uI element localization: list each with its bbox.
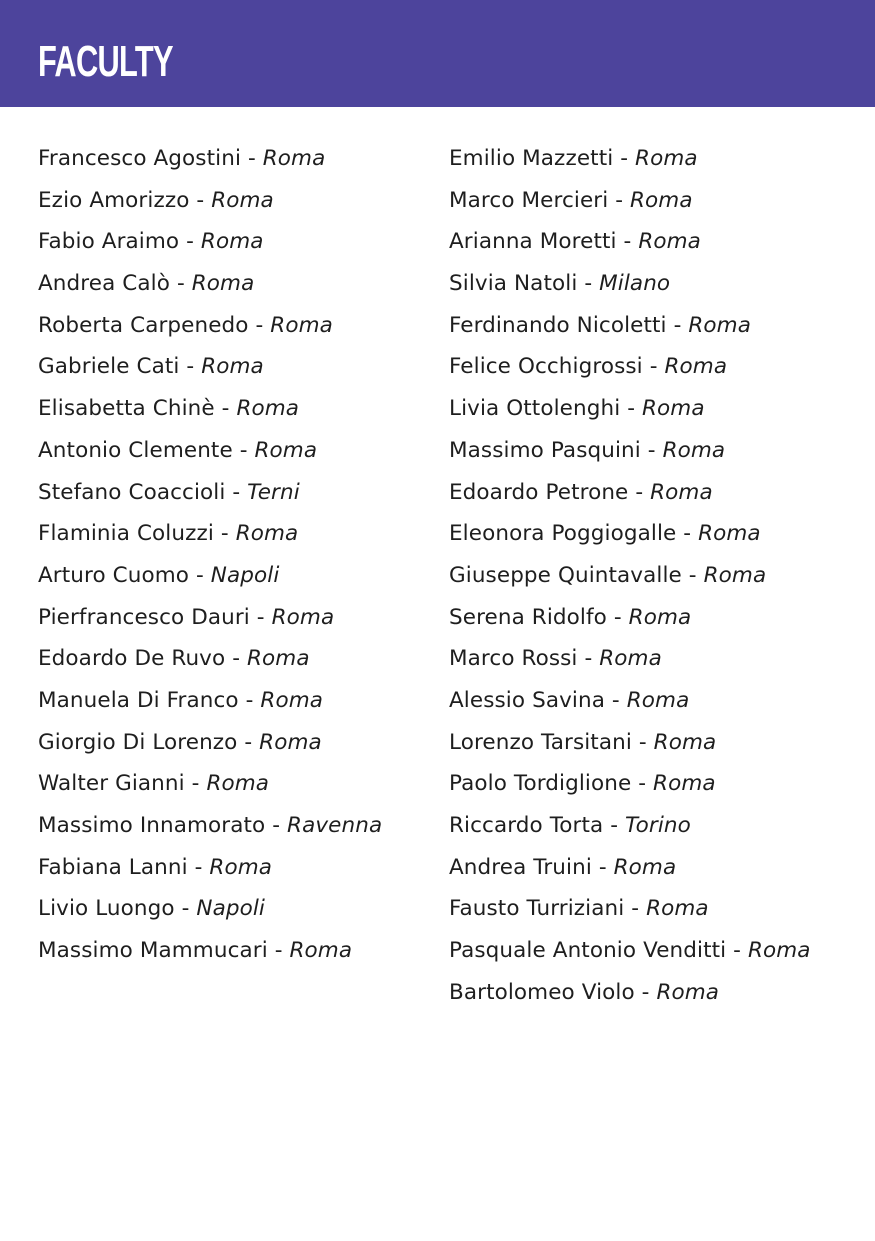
faculty-name: Pasquale Antonio Venditti (449, 938, 727, 964)
faculty-entry (449, 555, 869, 597)
faculty-entry (449, 138, 869, 180)
faculty-name: Emilio Mazzetti (449, 146, 614, 171)
faculty-name: Fausto Turriziani (449, 896, 625, 922)
faculty-name: Giorgio Di Lorenzo (38, 729, 238, 755)
faculty-city: Milano (599, 271, 671, 297)
page-title: FACULTY (38, 37, 173, 86)
faculty-entry (38, 388, 438, 430)
faculty-entry (38, 763, 438, 805)
faculty-city: Roma (653, 771, 716, 797)
faculty-city: Roma (635, 146, 698, 171)
faculty-name: Fabio Araimo (38, 229, 180, 255)
separator: - (605, 687, 627, 713)
separator: - (225, 479, 248, 505)
faculty-city: Roma (259, 729, 322, 755)
separator: - (681, 562, 704, 588)
faculty-name: Massimo Pasquini (449, 437, 641, 463)
separator: - (577, 271, 600, 297)
faculty-entry (449, 722, 869, 764)
faculty-name: Arianna Moretti (449, 229, 617, 255)
faculty-entry (449, 847, 869, 889)
separator: - (189, 187, 212, 213)
separator: - (624, 896, 647, 922)
faculty-name: Silvia Natoli (449, 271, 578, 297)
separator: - (616, 229, 639, 255)
faculty-city: Roma (703, 562, 767, 588)
faculty-name: Arturo Cuomo (38, 562, 190, 588)
faculty-city: Roma (688, 312, 751, 338)
faculty-name: Stefano Coaccioli (38, 479, 226, 505)
separator: - (179, 354, 202, 380)
separator: - (225, 646, 247, 672)
faculty-entry (38, 888, 438, 930)
separator: - (232, 437, 255, 463)
separator: - (249, 604, 272, 630)
faculty-city: Roma (201, 354, 264, 380)
faculty-city: Roma (653, 729, 717, 755)
faculty-name: Andrea Calò (38, 271, 171, 297)
separator: - (640, 437, 663, 463)
faculty-name: Marco Mercieri (449, 187, 609, 213)
faculty-entry (449, 472, 869, 514)
faculty-city: Roma (206, 771, 270, 797)
separator: - (213, 521, 236, 547)
separator: - (189, 562, 211, 588)
faculty-name: Serena Ridolfo (449, 604, 607, 630)
faculty-name: Riccardo Torta (449, 813, 604, 838)
separator: - (238, 687, 261, 713)
faculty-city: Napoli (210, 562, 280, 588)
faculty-entry (449, 263, 869, 305)
faculty-name: Massimo Mammucari (38, 938, 268, 964)
separator: - (184, 771, 207, 797)
faculty-city: Roma (191, 271, 255, 297)
faculty-entry (449, 680, 869, 722)
header-banner (0, 0, 875, 107)
faculty-entry (38, 430, 438, 472)
faculty-city: Terni (247, 479, 300, 505)
faculty-entry (38, 597, 438, 639)
separator: - (248, 312, 271, 338)
faculty-city: Roma (209, 854, 273, 880)
faculty-city: Roma (656, 979, 720, 1005)
faculty-entry (449, 597, 869, 639)
faculty-name: Livio Luongo (38, 896, 175, 922)
faculty-entry (449, 221, 869, 263)
faculty-name: Andrea Truini (449, 854, 592, 880)
faculty-city: Roma (271, 604, 335, 630)
separator: - (179, 229, 201, 255)
separator: - (170, 271, 192, 297)
faculty-name: Fabiana Lanni (38, 854, 188, 880)
faculty-city: Roma (289, 938, 353, 964)
faculty-city: Napoli (196, 896, 265, 922)
faculty-name: Walter Gianni (38, 771, 185, 797)
separator: - (237, 729, 260, 755)
faculty-name: Edoardo De Ruvo (38, 646, 226, 672)
separator: - (591, 854, 614, 880)
separator: - (628, 479, 651, 505)
faculty-entry (38, 513, 438, 555)
faculty-entry (38, 555, 438, 597)
faculty-city: Roma (262, 146, 326, 171)
separator: - (620, 396, 643, 422)
faculty-name: Francesco Agostini (38, 146, 242, 171)
faculty-name: Flaminia Coluzzi (38, 521, 214, 547)
faculty-entry (38, 346, 438, 388)
faculty-city: Roma (247, 646, 310, 672)
faculty-city: Roma (599, 646, 662, 672)
separator: - (174, 896, 197, 922)
separator: - (631, 729, 654, 755)
faculty-entry (449, 638, 869, 680)
faculty-entry (38, 680, 438, 722)
faculty-entry (449, 763, 869, 805)
faculty-city: Roma (646, 896, 709, 922)
faculty-name: Massimo Innamorato (38, 813, 266, 838)
faculty-entry (38, 180, 438, 222)
separator: - (676, 521, 699, 547)
faculty-entry (449, 513, 869, 555)
faculty-city: Roma (235, 521, 299, 547)
faculty-entry (38, 930, 438, 972)
faculty-entry (449, 930, 869, 972)
faculty-name: Paolo Tordiglione (449, 771, 632, 797)
faculty-name: Gabriele Cati (38, 354, 180, 380)
faculty-entry (449, 888, 869, 930)
faculty-city: Roma (642, 396, 705, 422)
faculty-city: Roma (254, 437, 318, 463)
faculty-name: Lorenzo Tarsitani (449, 729, 632, 755)
faculty-city: Torino (625, 813, 691, 838)
separator: - (603, 813, 626, 838)
faculty-name: Livia Ottolenghi (449, 396, 621, 422)
faculty-name: Felice Occhigrossi (449, 354, 643, 380)
faculty-entry (38, 638, 438, 680)
faculty-entry (449, 305, 869, 347)
faculty-entry (449, 180, 869, 222)
faculty-name: Eleonora Poggiogalle (449, 521, 677, 547)
faculty-city: Roma (260, 687, 324, 713)
faculty-city: Roma (613, 854, 677, 880)
separator: - (606, 604, 629, 630)
faculty-entry (449, 346, 869, 388)
faculty-name: Elisabetta Chinè (38, 396, 215, 422)
faculty-entry (449, 430, 869, 472)
faculty-entry (38, 221, 438, 263)
faculty-city: Roma (630, 187, 693, 213)
separator: - (642, 354, 665, 380)
separator: - (214, 396, 237, 422)
faculty-city: Roma (747, 938, 811, 964)
separator: - (241, 146, 263, 171)
faculty-city: Roma (664, 354, 728, 380)
faculty-list-right (449, 138, 869, 1013)
faculty-entry (38, 472, 438, 514)
faculty-city: Roma (211, 187, 274, 213)
faculty-city: Roma (626, 687, 690, 713)
faculty-entry (449, 805, 869, 847)
faculty-name: Ezio Amorizzo (38, 187, 190, 213)
faculty-entry (38, 847, 438, 889)
faculty-name: Manuela Di Franco (38, 687, 239, 713)
faculty-city: Roma (650, 479, 713, 505)
faculty-city: Roma (236, 396, 300, 422)
separator: - (666, 312, 689, 338)
faculty-city: Roma (270, 312, 333, 338)
faculty-name: Ferdinando Nicoletti (449, 312, 667, 338)
faculty-city: Ravenna (287, 813, 383, 838)
separator: - (634, 979, 657, 1005)
faculty-city: Roma (662, 437, 726, 463)
faculty-entry (38, 138, 438, 180)
faculty-city: Roma (628, 604, 692, 630)
separator: - (608, 187, 631, 213)
faculty-name: Marco Rossi (449, 646, 578, 672)
separator: - (267, 938, 290, 964)
faculty-name: Alessio Savina (449, 687, 605, 713)
separator: - (577, 646, 600, 672)
faculty-entry (38, 305, 438, 347)
faculty-entry (38, 805, 438, 847)
faculty-name: Pierfrancesco Dauri (38, 604, 250, 630)
faculty-entry (38, 722, 438, 764)
faculty-name: Antonio Clemente (38, 437, 233, 463)
faculty-entry (38, 263, 438, 305)
faculty-entry (449, 388, 869, 430)
separator: - (265, 813, 288, 838)
faculty-city: Roma (698, 521, 761, 547)
separator: - (613, 146, 636, 171)
faculty-name: Bartolomeo Violo (449, 979, 635, 1005)
separator: - (631, 771, 654, 797)
faculty-city: Roma (638, 229, 701, 255)
separator: - (726, 938, 748, 964)
faculty-name: Edoardo Petrone (449, 479, 629, 505)
faculty-name: Roberta Carpenedo (38, 312, 249, 338)
faculty-entry (449, 972, 869, 1014)
faculty-city: Roma (200, 229, 264, 255)
faculty-list-left (38, 138, 438, 972)
separator: - (187, 854, 210, 880)
faculty-name: Giuseppe Quintavalle (449, 562, 682, 588)
